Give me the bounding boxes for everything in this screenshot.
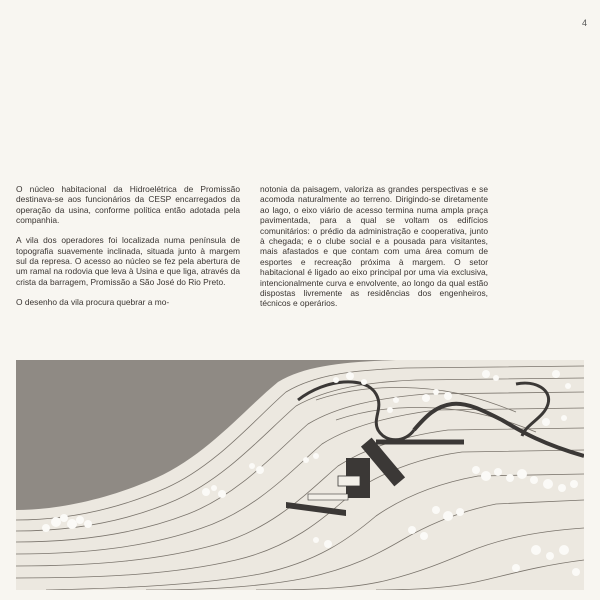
lodge-building xyxy=(308,494,348,500)
text-column-left xyxy=(16,184,240,317)
site-model-photo xyxy=(16,360,584,590)
text-column-right xyxy=(260,184,488,318)
paragraph: O desenho da vila procura quebrar a mo- xyxy=(16,296,170,307)
club-building xyxy=(338,476,360,486)
paragraph: notonia da paisagem, valoriza as grandes perspectivas e se acomoda naturalmente ao terreno. Dirigindo-se diretamente ao lago, o eixo viário de acesso termina numa ampla praça pavimentada, para a qual se voltam os edifícios comunitários: o prédio da administração e cooperativa, junto à chegada; e o clube social e a pousada para visitantes, mais afastados e que contam com uma área comum de esportes e recreação próxima à margem. O setor habitacional é ligado ao eixo principal por uma via exclusiva, intencionalmente curva e envolvente, ao longo da qual estão dispostas livremente as residências dos engenheiros, técnicos e operários. xyxy=(260,184,488,309)
page-number: 4 xyxy=(582,18,588,28)
site-model-illustration xyxy=(16,360,584,590)
paragraph: O núcleo habitacional da Hidroelétrica de Promissão destinava-se aos funcionários da CESP encarregados da operação da usina, conforme política então adotada pela companhia. xyxy=(16,184,240,226)
paragraph: A vila dos operadores foi localizada numa península de topografia suavemente inclinada, situada junto à margem sul da represa. O acesso ao núcleo se fez pela abertura de um ramal na rodovia que leva à Usina e que liga, através da crista da barragem, Promissão a São José do Rio Preto. xyxy=(16,235,240,287)
